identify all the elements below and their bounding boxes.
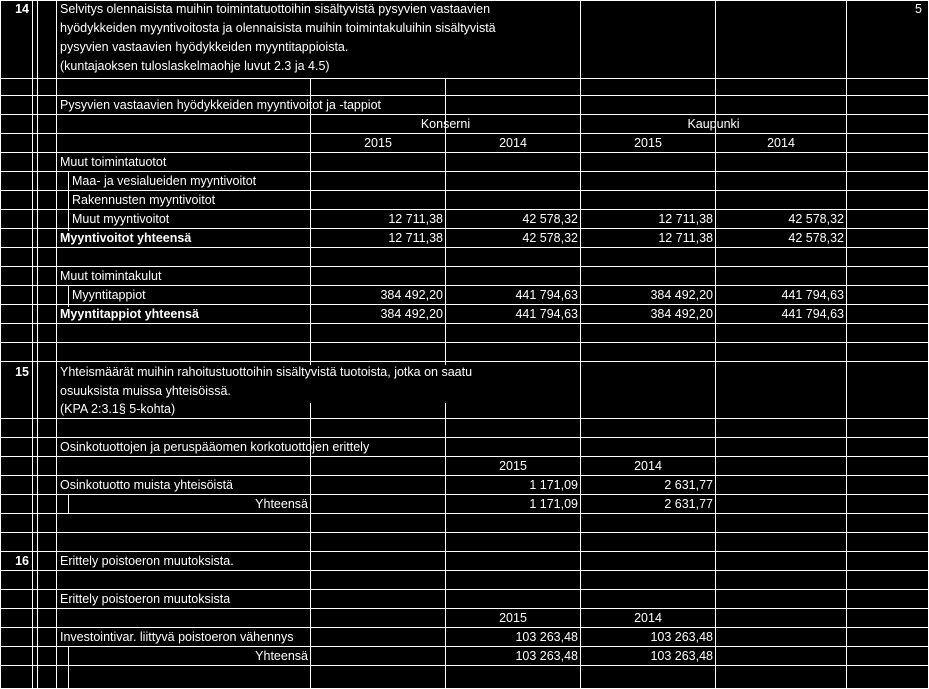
note-number-16: 16	[15, 554, 29, 568]
year-header: 2015	[634, 136, 662, 150]
total-value: 2 631,77	[664, 497, 713, 511]
total-label: Yhteensä	[255, 649, 308, 663]
value-cell: 42 578,32	[788, 212, 844, 226]
note-text-line: Selvitys olennaisista muihin toimintatuottoihin sisältyvistä pysyvien vastaavien	[60, 2, 491, 16]
section-title: Muut toimintakulut	[60, 269, 162, 283]
group-header-kaupunki: Kaupunki	[687, 117, 740, 131]
note-text-line: (kuntajaoksen tuloslaskelmaohje luvut 2.3 ja 4.5)	[60, 59, 330, 73]
note-text-line: Yhteismäärät muihin rahoitustuottoihin sisältyvistä tuotoista, jotka on saatu	[60, 365, 473, 379]
total-value: 12 711,38	[658, 231, 713, 245]
value-cell: 441 794,63	[515, 288, 578, 302]
value-cell: 103 263,48	[650, 630, 713, 644]
row-label: Muut myyntivoitot	[72, 212, 170, 226]
row-label: Maa- ja vesialueiden myyntivoitot	[72, 174, 257, 188]
note-number-14: 14	[15, 2, 29, 16]
value-cell: 42 578,32	[522, 212, 578, 226]
section-title: Muut toimintatuotot	[60, 155, 167, 169]
year-header: 2015	[499, 459, 527, 473]
total-value: 42 578,32	[522, 231, 578, 245]
note-text-line: (KPA 2:3.1§ 5-kohta)	[60, 402, 176, 416]
value-cell: 441 794,63	[781, 288, 844, 302]
value-cell: 384 492,20	[380, 288, 443, 302]
note-number-15: 15	[15, 365, 29, 379]
value-cell: 1 171,09	[529, 478, 578, 492]
table-title: Osinkotuottojen ja peruspääomen korkotuottojen erittely	[60, 440, 370, 454]
total-value: 103 263,48	[650, 649, 713, 663]
total-value: 384 492,20	[650, 307, 713, 321]
row-label: Myyntitappiot	[72, 288, 146, 302]
row-label: Osinkotuotto muista yhteisöistä	[60, 478, 233, 492]
total-label: Myyntitappiot yhteensä	[60, 307, 199, 321]
total-value: 384 492,20	[380, 307, 443, 321]
total-value: 42 578,32	[788, 231, 844, 245]
value-cell: 103 263,48	[515, 630, 578, 644]
value-cell: 12 711,38	[658, 212, 713, 226]
value-cell: 12 711,38	[388, 212, 443, 226]
year-header: 2014	[499, 136, 527, 150]
year-header: 2014	[634, 459, 662, 473]
table-title: Erittely poistoeron muutoksista	[60, 592, 231, 606]
total-value: 12 711,38	[388, 231, 443, 245]
total-value: 441 794,63	[781, 307, 844, 321]
row-label: Rakennusten myyntivoitot	[72, 193, 216, 207]
year-header: 2014	[634, 611, 662, 625]
year-header: 2015	[364, 136, 392, 150]
note-text-line: osuuksista muissa yhteisöissä.	[60, 384, 231, 398]
note-text-line: hyödykkeiden myyntivoitosta ja olennaisista muihin toimintakuluihin sisältyvistä	[60, 21, 496, 35]
total-value: 103 263,48	[515, 649, 578, 663]
page-number: 5	[915, 2, 922, 16]
total-value: 441 794,63	[515, 307, 578, 321]
group-header-konserni: Konserni	[420, 117, 471, 131]
year-header: 2015	[499, 611, 527, 625]
value-cell: 2 631,77	[664, 478, 713, 492]
total-value: 1 171,09	[529, 497, 578, 511]
table-title: Pysyvien vastaavien hyödykkeiden myyntivoitot ja -tappiot	[60, 98, 381, 112]
total-label: Myyntivoitot yhteensä	[60, 231, 192, 245]
note-text-line: Erittely poistoeron muutoksista.	[60, 554, 234, 568]
row-label: Investointivar. liittyvä poistoeron vähennys	[60, 630, 294, 644]
note-text-line: pysyvien vastaavien hyödykkeiden myyntitappioista.	[60, 40, 349, 54]
total-label: Yhteensä	[255, 497, 308, 511]
value-cell: 384 492,20	[650, 288, 713, 302]
year-header: 2014	[767, 136, 795, 150]
